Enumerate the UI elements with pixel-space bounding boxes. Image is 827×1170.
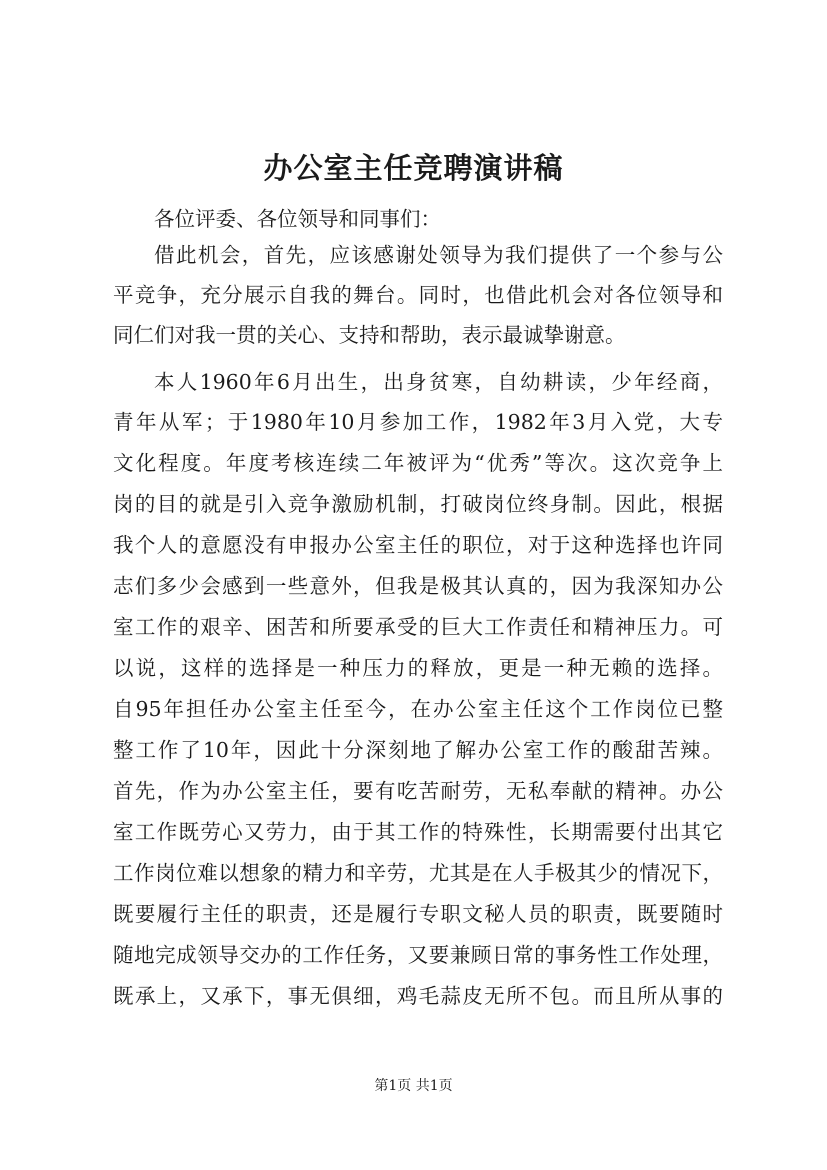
body-line: 本人1960年6月出生，出身贫寒，自幼耕读，少年经商， (154, 370, 723, 394)
body-line: 随地完成领导交办的工作任务，又要兼顾日常的事务性工作处理， (113, 943, 723, 967)
body-line: 室工作既劳心又劳力，由于其工作的特殊性，长期需要付出其它 (113, 820, 723, 844)
body-line: 室工作的艰辛、困苦和所要承受的巨大工作责任和精神压力。可 (113, 615, 723, 639)
body-line: 既承上，又承下，事无俱细，鸡毛蒜皮无所不包。而且所从事的 (113, 984, 723, 1008)
document-title: 办公室主任竞聘演讲稿 (263, 151, 564, 185)
body-line: 首先，作为办公室主任，要有吃苦耐劳，无私奉献的精神。办公 (113, 779, 723, 803)
body-line: 青年从军；于1980年10月参加工作，1982年3月入党，大专 (113, 410, 723, 434)
body-line: 借此机会，首先，应该感谢处领导为我们提供了一个参与公 (154, 243, 723, 267)
body-line: 同仁们对我一贯的关心、支持和帮助，表示最诚挚谢意。 (113, 323, 626, 347)
body-line: 以说，这样的选择是一种压力的释放，更是一种无赖的选择。 (113, 656, 723, 680)
body-line: 我个人的意愿没有申报办公室主任的职位，对于这种选择也许同 (113, 533, 723, 557)
page-number-footer: 第1页 共1页 (374, 1078, 453, 1094)
body-line: 志们多少会感到一些意外，但我是极其认真的，因为我深知办公 (113, 574, 723, 598)
body-line: 整工作了10年，因此十分深刻地了解办公室工作的酸甜苦辣。 (113, 738, 723, 762)
body-line: 平竞争，充分展示自我的舞台。同时，也借此机会对各位领导和 (113, 283, 723, 307)
body-line: 工作岗位难以想象的精力和辛劳，尤其是在人手极其少的情况下， (113, 861, 723, 885)
body-line: 自95年担任办公室主任至今，在办公室主任这个工作岗位已整 (113, 697, 723, 721)
body-line: 既要履行主任的职责，还是履行专职文秘人员的职责，既要随时 (113, 902, 723, 926)
body-line: 文化程度。年度考核连续二年被评为“优秀”等次。这次竞争上 (113, 451, 723, 475)
salutation-line: 各位评委、各位领导和同事们： (154, 207, 441, 231)
body-line: 岗的目的就是引入竞争激励机制，打破岗位终身制。因此，根据 (113, 492, 723, 516)
